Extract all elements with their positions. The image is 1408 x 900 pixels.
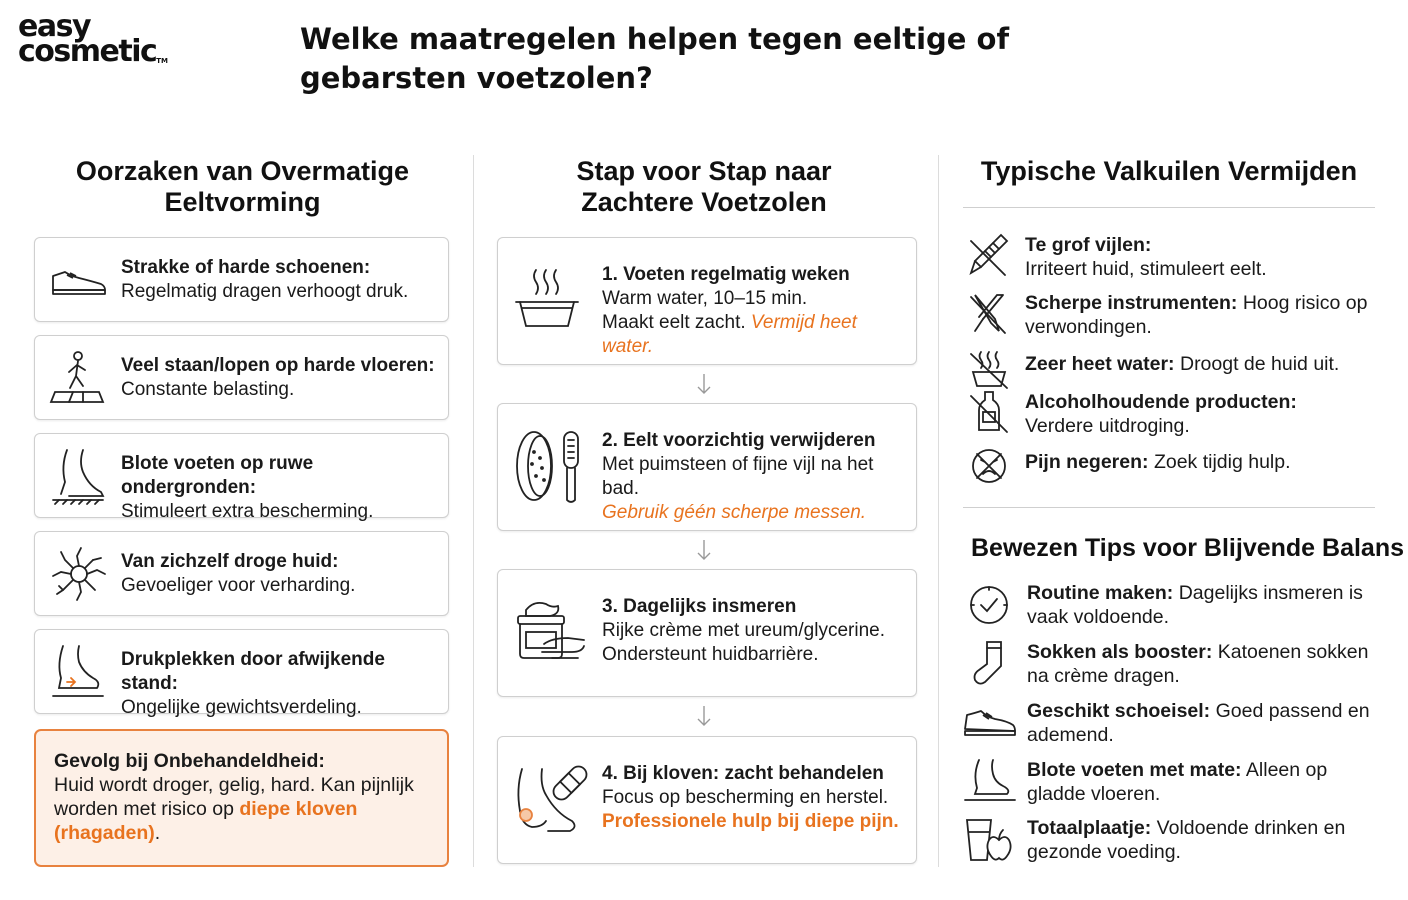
step-card [497,569,917,697]
coarse-file-icon [969,233,1013,277]
pitfall-text: Te grof vijlen: Irriteert huid, stimuleert eelt. [1025,234,1267,280]
steps-title: Stap voor Stap naar Zachtere Voetzolen [576,156,832,217]
bare-foot-ground-icon [49,446,109,502]
pain-ignore-icon [969,446,1013,490]
tip-text: Totaalplaatje: Voldoende drinken en gezonde voeding. [1027,817,1346,863]
step-arrow [696,373,712,395]
tip-item [965,816,1375,866]
bandaged-foot-icon [512,763,572,819]
sock-icon [967,640,1011,684]
pumice-file-icon [514,428,574,484]
step-text: 1. Voeten regelmatig weken Warm water, 10–15 min. Maakt eelt zacht. Vermijd heet water. [602,264,857,357]
tip-item [967,581,1375,631]
tip-item [967,640,1375,690]
tips-title: Bewezen Tips voor Blijvende Balans [971,534,1405,562]
tip-text: Sokken als booster: Katoenen sokken na crème dragen. [1027,641,1369,687]
sharp-tools-icon [969,291,1013,335]
pitfall-text: Pijn negeren: Zoek tijdig hulp. [1025,451,1291,473]
section-divider [963,507,1375,508]
cause-card [34,531,449,616]
shoe-icon [49,254,109,310]
tip-text: Geschikt schoeisel: Goed passend en ademend. [1027,700,1370,746]
pitfall-item [969,291,1374,341]
cause-text: Blote voeten op ruwe ondergronden: Stimuleert extra bescherming. [121,453,374,522]
cause-text: Van zichzelf droge huid: Gevoeliger voor verharding. [121,551,356,596]
water-apple-icon [965,816,1009,860]
pitfall-text: Zeer heet water: Droogt de huid uit. [1025,353,1340,375]
step-arrow [696,705,712,727]
tip-item [963,699,1375,749]
logo-line-1: easy [18,9,91,44]
sneaker-icon [963,699,1017,743]
foot-pressure-icon [49,642,109,698]
bare-foot-floor-icon [963,758,1017,802]
clock-check-icon [967,581,1011,625]
step-card [497,237,917,365]
cause-text: Veel staan/lopen op harde vloeren: Constante belasting. [121,355,435,400]
tip-text: Routine maken: Dagelijks insmeren is vaak voldoende. [1027,582,1363,628]
page-title: Welke maatregelen helpen tegen eeltige of gebarsten voetzolen? [300,22,1010,95]
pitfalls-title: Typische Valkuilen Vermijden [980,156,1358,186]
pitfall-item [969,233,1374,283]
walking-person-icon [49,348,109,404]
tip-item [963,758,1375,808]
brand-logo[interactable] [18,9,188,74]
step-arrow [696,539,712,561]
cause-text: Strakke of harde schoenen: Regelmatig dragen verhoogt druk. [121,257,409,302]
cause-text: Drukplekken door afwijkende stand: Ongelijke gewichtsverdeling. [121,649,385,718]
section-divider [963,207,1375,208]
cause-card [34,335,449,420]
cause-card [34,629,449,718]
step-text: 2. Eelt voorzichtig verwijderen Met puimsteen of fijne vijl na het bad. Gebruik géén scherpe messen. [602,430,876,523]
step-card [497,403,917,531]
hot-water-icon [969,350,1013,394]
pitfall-item [969,390,1374,440]
cause-card [34,237,449,322]
tip-text: Blote voeten met mate: Alleen op gladde vloeren. [1027,759,1328,805]
pitfall-item [969,350,1374,390]
cracked-skin-icon [49,544,109,600]
causes-title: Oorzaken van Overmatige Eeltvorming [75,156,410,217]
step-text: 3. Dagelijks insmeren Rijke crème met ureum/glycerine. Ondersteunt huidbarrière. [602,596,885,665]
pitfall-item [969,446,1374,486]
pitfall-text: Alcoholhoudende producten: Verdere uitdroging. [1025,391,1297,437]
foot-bath-icon [512,268,572,324]
untreated-warning-box [34,729,449,867]
step-card [497,736,917,864]
column-divider [938,155,939,867]
cause-card [34,433,449,522]
pitfall-text: Scherpe instrumenten: Hoog risico op verwondingen. [1025,292,1368,338]
warning-text: Gevolg bij Onbehandeldheid: Huid wordt droger, gelig, hard. Kan pijnlijk worden met risico op diepe kloven (rhagaden). [54,750,414,844]
step-text: 4. Bij kloven: zacht behandelen Focus op bescherming en herstel. Professionele hulp bij diepe pijn. [602,763,899,832]
alcohol-bottle-icon [969,390,1013,434]
column-divider [473,155,474,867]
logo-line-2: cosmetic™ [18,34,169,69]
cream-jar-icon [512,600,572,656]
